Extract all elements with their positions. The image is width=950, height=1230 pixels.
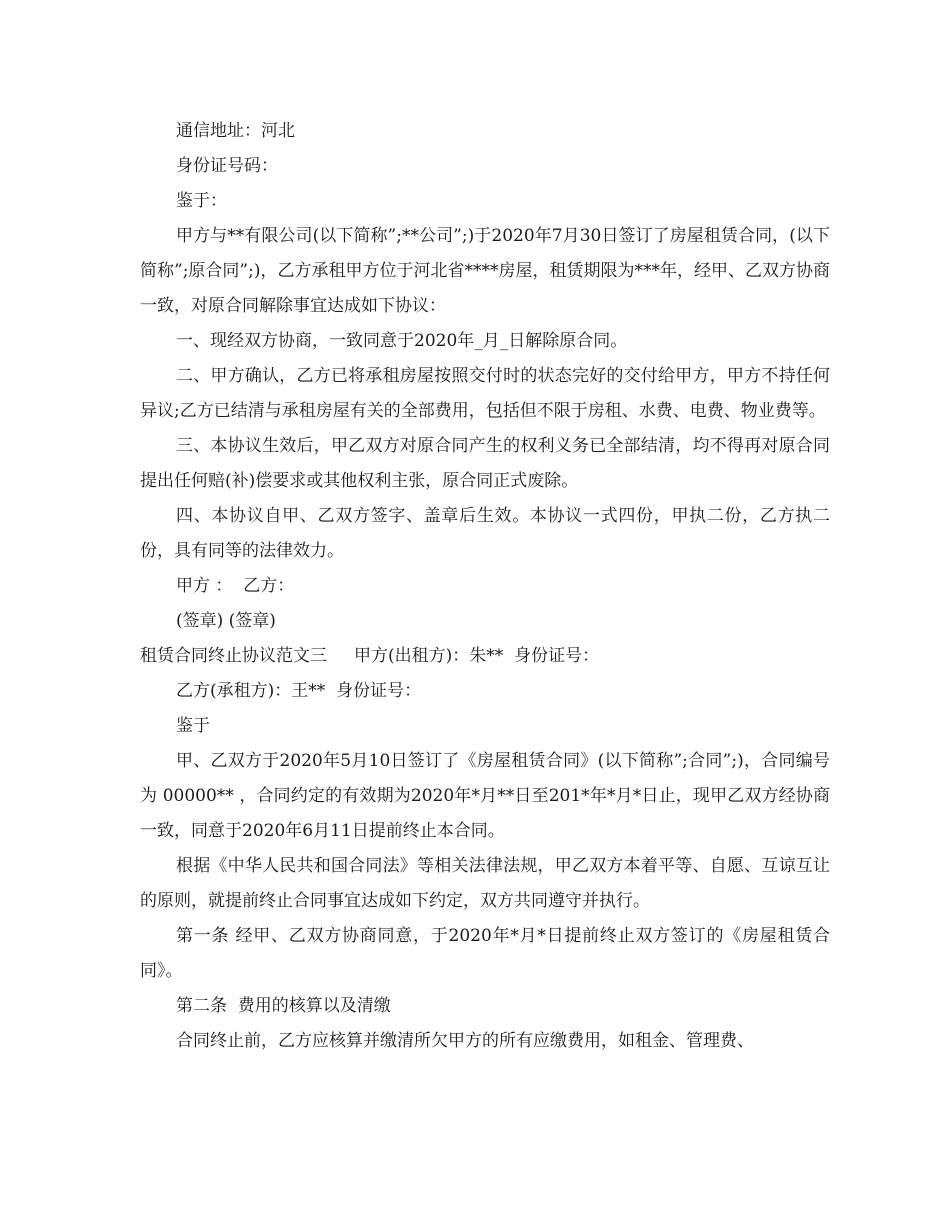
article-1-paragraph: 第一条 经甲、乙双方协商同意，于2020年*月*日提前终止双方签订的《房屋租赁合同》。 bbox=[140, 926, 830, 981]
lessee-line: 乙方(承租方)：王** 身份证号： bbox=[176, 681, 422, 701]
legal-basis-paragraph: 根据《中华人民共和国合同法》等相关法律法规，甲乙双方本着平等、自愿、互谅互让的原则，就提前终止合同事宜达成如下约定，双方共同遵守并执行。 bbox=[140, 856, 830, 911]
clause-1-paragraph: 一、现经双方协商，一致同意于2020年_月_日解除原合同。 bbox=[176, 331, 628, 351]
clause-4-paragraph: 四、本协议自甲、乙双方签字、盖章后生效。本协议一式四份，甲执二份，乙方执二份，具有同等的法律效力。 bbox=[140, 506, 830, 561]
seal-line: (签章) (签章) bbox=[176, 611, 276, 631]
article-2-paragraph: 合同终止前，乙方应核算并缴清所欠甲方的所有应缴费用，如租金、管理费、 bbox=[176, 1031, 754, 1051]
signature-parties-line: 甲方 ： 乙方： bbox=[176, 576, 295, 596]
address-line: 通信地址：河北 bbox=[176, 121, 295, 141]
whereas-line-2: 鉴于 bbox=[176, 716, 210, 736]
document-body bbox=[140, 114, 830, 1059]
recital-paragraph: 甲方与**有限公司(以下简称”;**公司”;)于2020年7月30日签订了房屋租赁合同，(以下简称”;原合同”;)，乙方承租甲方位于河北省****房屋，租赁期限为***年，经甲、乙双方协商一致，对原合同解除事宜达成如下协议： bbox=[140, 226, 830, 316]
whereas-line: 鉴于： bbox=[176, 191, 227, 211]
contract-recital-paragraph: 甲、乙双方于2020年5月10日签订了《房屋租赁合同》(以下简称”;合同”;)，合同编号为 00000** ，合同约定的有效期为2020年*月**日至201*年*月*日止，现甲乙双方经协商一致，同意于2020年6月11日提前终止本合同。 bbox=[140, 751, 830, 841]
clause-2-paragraph: 二、甲方确认，乙方已将承租房屋按照交付时的状态完好的交付给甲方，甲方不持任何异议;乙方已结清与承租房屋有关的全部费用，包括但不限于房租、水费、电费、物业费等。 bbox=[140, 366, 830, 421]
section-heading-line: 租赁合同终止协议范文三 甲方(出租方)：朱** 身份证号： bbox=[140, 646, 600, 666]
id-number-line: 身份证号码： bbox=[176, 156, 278, 176]
article-2-heading: 第二条 费用的核算以及清缴 bbox=[176, 996, 391, 1016]
clause-3-paragraph: 三、本协议生效后，甲乙双方对原合同产生的权利义务已全部结清，均不得再对原合同提出任何赔(补)偿要求或其他权利主张，原合同正式废除。 bbox=[140, 436, 830, 491]
